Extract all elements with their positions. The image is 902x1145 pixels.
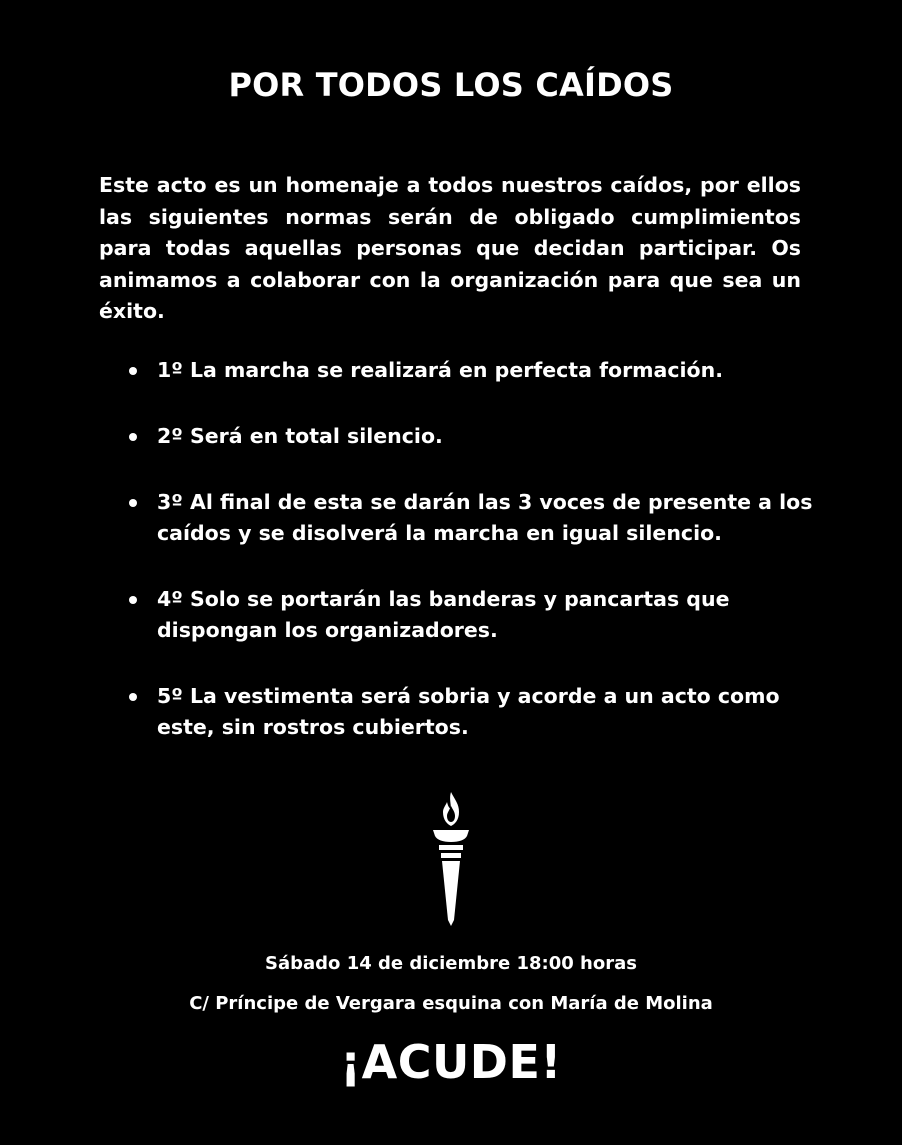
page-title: POR TODOS LOS CAÍDOS	[228, 66, 674, 104]
call-to-action: ¡ACUDE!	[340, 1035, 562, 1089]
rule-text: 2º Será en total silencio.	[157, 424, 443, 448]
rule-text: 1º La marcha se realizará en perfecta formación.	[157, 358, 724, 382]
list-item	[126, 421, 816, 452]
bullet-icon	[129, 596, 137, 604]
list-item	[126, 584, 816, 646]
list-item	[126, 355, 816, 386]
list-item	[126, 681, 816, 743]
intro-paragraph: Este acto es un homenaje a todos nuestros caídos, por ellos las siguientes normas serán de obligado cumplimientos para todas aquellas personas que decidan participar. Os animamos a colaborar con la organización para que sea un éxito.	[99, 173, 801, 323]
rule-text: 5º La vestimenta será sobria y acorde a un acto como este, sin rostros cubiertos.	[157, 684, 780, 739]
bullet-icon	[129, 499, 137, 507]
rule-text: 4º Solo se portarán las banderas y pancartas que dispongan los organizadores.	[157, 587, 730, 642]
list-item	[126, 487, 816, 549]
torch-icon	[425, 790, 477, 930]
event-address: C/ Príncipe de Vergara esquina con María de Molina	[189, 993, 713, 1014]
bullet-icon	[129, 693, 137, 701]
bullet-icon	[129, 367, 137, 375]
rule-text: 3º Al final de esta se darán las 3 voces de presente a los caídos y se disolverá la marcha en igual silencio.	[157, 490, 813, 545]
bullet-icon	[129, 433, 137, 441]
rules-list	[126, 355, 816, 743]
event-date: Sábado 14 de diciembre 18:00 horas	[265, 953, 637, 974]
